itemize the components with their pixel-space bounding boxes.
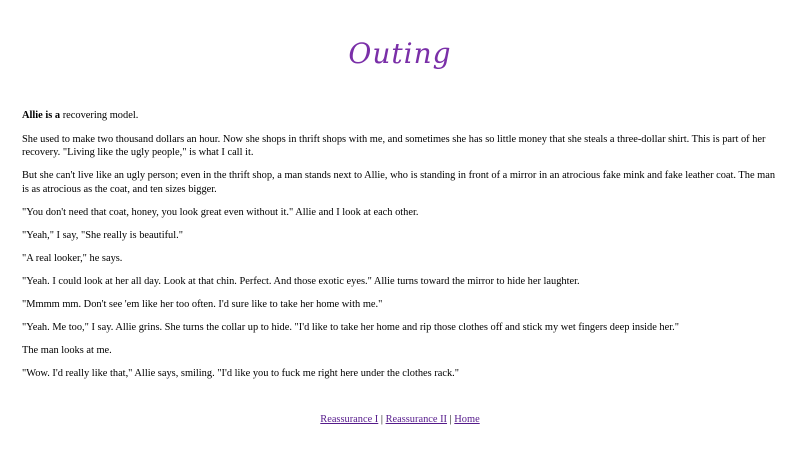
- link-home[interactable]: Home: [454, 414, 480, 425]
- story-paragraph: "Yeah. I could look at her all day. Look at that chin. Perfect. And those exotic eyes." Allie turns toward the mirror to hide her laughter.: [22, 275, 580, 287]
- footer-nav: [0, 413, 800, 427]
- title-area: [0, 36, 800, 72]
- link-separator: |: [447, 414, 455, 425]
- intro-paragraph: [22, 109, 782, 123]
- link-reassurance-1[interactable]: Reassurance I: [320, 414, 379, 425]
- story-body: [22, 109, 782, 390]
- link-reassurance-2[interactable]: Reassurance II: [385, 414, 448, 425]
- story-paragraph: The man looks at me.: [22, 344, 112, 356]
- story-paragraph: "Mmmm mm. Don't see 'em like her too often. I'd sure like to take her home with me.": [22, 298, 383, 310]
- story-paragraph: "Yeah. Me too," I say. Allie grins. She turns the collar up to hide. "I'd like to take her home and rip those clothes off and stick my wet fingers deep inside her.": [22, 321, 679, 333]
- story-paragraph: "A real looker," he says.: [22, 252, 123, 264]
- intro-rest: recovering model.: [60, 110, 139, 121]
- link-separator: |: [378, 414, 386, 425]
- intro-bold: Allie is a: [22, 110, 61, 121]
- page-title: Outing: [348, 37, 452, 70]
- story-paragraph: "You don't need that coat, honey, you look great even without it." Allie and I look at each other.: [22, 206, 419, 218]
- story-paragraph: "Wow. I'd really like that," Allie says, smiling. "I'd like you to fuck me right here under the clothes rack.": [22, 367, 460, 379]
- story-paragraph: She used to make two thousand dollars an hour. Now she shops in thrift shops with me, and sometimes she has so little money that she steals a three-dollar shirt. This is part of her recovery. "Living like the ugly people," is what I call it.: [22, 133, 766, 159]
- story-paragraph: "Yeah," I say, "She really is beautiful.": [22, 229, 183, 241]
- story-paragraph: But she can't live like an ugly person; even in the thrift shop, a man stands next to Allie, who is standing in front of a mirror in an atrocious fake mink and fake leather coat. The man is as atrocious as the coat, and ten sizes bigger.: [22, 170, 776, 195]
